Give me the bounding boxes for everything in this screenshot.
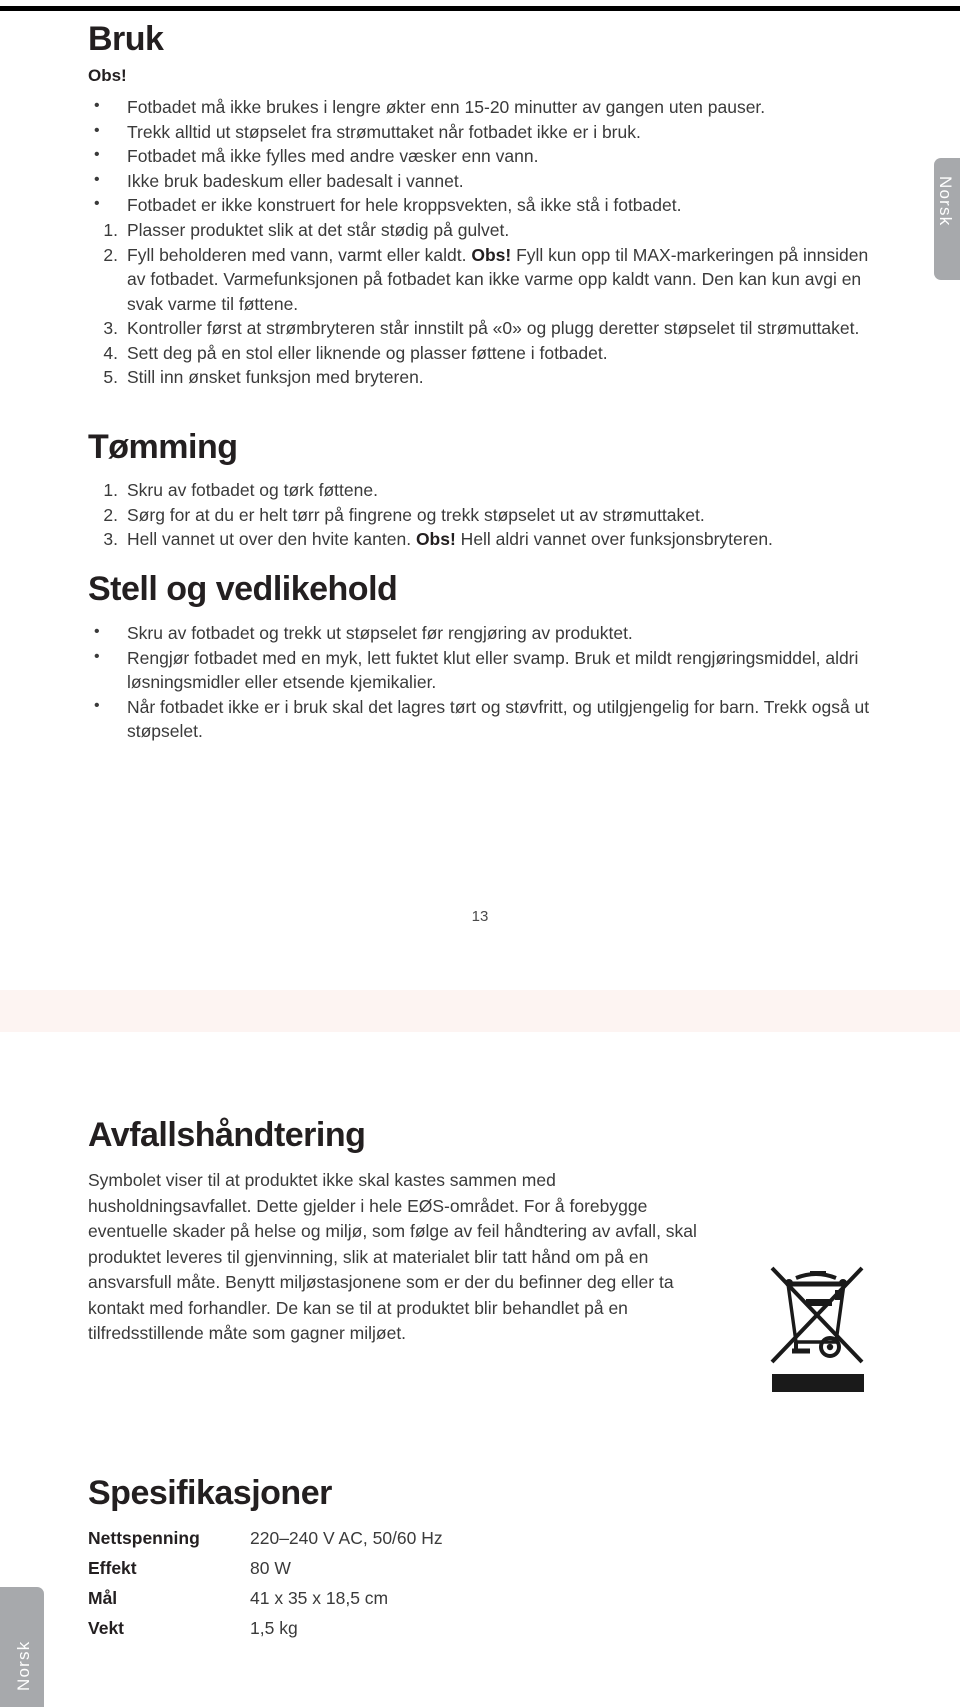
list-item: • Fotbadet er ikke konstruert for hele kroppsvekten, så ikke stå i fotbadet.: [88, 193, 878, 218]
stell-heading: Stell og vedlikehold: [88, 570, 398, 608]
spec-key: Effekt: [88, 1558, 137, 1578]
table-row: [88, 1618, 443, 1648]
top-black-rule: [0, 6, 960, 11]
bruk-bullet-list-wrap: [88, 95, 878, 218]
spesifikasjoner-table-wrap: [88, 1528, 878, 1648]
spec-key: Mål: [88, 1588, 118, 1608]
list-item: 3. Hell vannet ut over den hvite kanten. Obs! Hell aldri vannet over funksjonsbryteren.: [88, 527, 878, 552]
language-tab-right-label: Norsk: [936, 176, 955, 227]
list-item-number: 2.: [103, 244, 118, 265]
list-item: • Når fotbadet ikke er i bruk skal det lagres tørt og støvfritt, og utilgjengelig for barn. Trekk også ut støpselet.: [88, 695, 878, 744]
obs-emphasis: Obs!: [415, 529, 456, 549]
spesifikasjoner-section: [88, 1476, 878, 1512]
table-row: [88, 1558, 443, 1588]
spec-key: Nettspenning: [88, 1528, 200, 1548]
table-row: [88, 1528, 443, 1558]
spec-value: 41 x 35 x 18,5 cm: [250, 1588, 389, 1608]
page-separator-band: [0, 990, 960, 1032]
spec-key: Vekt: [88, 1618, 124, 1638]
table-row: [88, 1588, 443, 1618]
list-item-number: 5.: [103, 367, 118, 387]
list-item-number: 3.: [103, 529, 118, 549]
spesifikasjoner-table: [88, 1528, 443, 1648]
list-item: • Fotbadet må ikke brukes i lengre økter enn 15-20 minutter av gangen uten pauser.: [88, 95, 878, 120]
list-item: • Rengjør fotbadet med en myk, lett fuktet klut eller svamp. Bruk et mildt rengjøringsmiddel, aldri løsningsmidler eller etsende kjemikalier.: [88, 646, 878, 695]
language-tab-left-label: Norsk: [14, 1640, 33, 1691]
list-item: 1. Plasser produktet slik at det står stødig på gulvet.: [88, 218, 878, 243]
bruk-obs-label: Obs!: [88, 66, 127, 85]
list-item: 1. Skru av fotbadet og tørk føttene.: [88, 478, 878, 503]
avfall-heading: Avfallshåndtering: [88, 1116, 366, 1154]
list-item: • Skru av fotbadet og trekk ut støpselet før rengjøring av produktet.: [88, 621, 878, 646]
spesifikasjoner-heading: Spesifikasjoner: [88, 1474, 332, 1512]
list-item-number: 3.: [103, 318, 118, 338]
bruk-step-list: [88, 218, 878, 390]
stell-bullet-list-wrap: [88, 621, 878, 744]
tomming-step-list-wrap: [88, 478, 878, 552]
bruk-step-list-wrap: [88, 218, 878, 390]
list-item: • Fotbadet må ikke fylles med andre væsker enn vann.: [88, 144, 878, 169]
crossed-out-wheelie-bin-icon: [766, 1246, 876, 1396]
list-item-number: 1.: [103, 220, 118, 240]
stell-bullet-list: [88, 621, 878, 744]
list-item: 5. Still inn ønsket funksjon med bryteren.: [88, 365, 878, 390]
list-item: 2. Sørg for at du er helt tørr på fingrene og trekk støpselet ut av strømuttaket.: [88, 503, 878, 528]
list-item-number: 1.: [103, 480, 118, 500]
tomming-step-list: [88, 478, 878, 552]
page-number: 13: [471, 908, 489, 925]
stell-section: [88, 572, 878, 608]
obs-emphasis: Obs!: [471, 244, 512, 265]
spec-value: 220–240 V AC, 50/60 Hz: [250, 1528, 443, 1548]
list-item: • Ikke bruk badeskum eller badesalt i vannet.: [88, 169, 878, 194]
list-item: • Trekk alltid ut støpselet fra strømuttaket når fotbadet ikke er i bruk.: [88, 120, 878, 145]
tomming-heading: Tømming: [88, 428, 238, 466]
spec-value: 80 W: [250, 1558, 291, 1578]
language-tab-right: [934, 158, 960, 280]
list-item-number: 4.: [103, 342, 118, 363]
list-item: 4. Sett deg på en stol eller liknende og plasser føttene i fotbadet.: [88, 341, 878, 366]
avfall-paragraph-wrap: [88, 1168, 703, 1347]
spec-value: 1,5 kg: [250, 1618, 298, 1638]
bruk-section: [88, 22, 878, 58]
list-item-number: 2.: [103, 504, 118, 525]
bruk-bullet-list: [88, 95, 878, 218]
bruk-heading: Bruk: [88, 20, 164, 58]
bruk-obs-label-wrap: [88, 66, 878, 86]
avfall-section: [88, 1118, 878, 1154]
list-item: 3. Kontroller først at strømbryteren står innstilt på «0» og plugg deretter støpselet til strømuttaket.: [88, 316, 878, 341]
language-tab-left: [0, 1587, 44, 1707]
list-item: 2. Fyll beholderen med vann, varmt eller kaldt. Obs! Fyll kun opp til MAX-markeringen på innsiden av fotbadet. Varmefunksjonen på fotbadet kan ikke varme opp kaldt vann. Den kan kun avgi en svak varme til føttene.: [88, 243, 878, 317]
tomming-section: [88, 430, 878, 466]
avfall-paragraph: Symbolet viser til at produktet ikke skal kastes sammen med husholdningsavfallet. Dette gjelder i hele EØS-området. For å forebygge eventuelle skader på helse og miljø, som følge av feil håndtering av avfall, skal produktet leveres til gjenvinning, slik at materialet blir tatt hånd om på en ansvarsfull måte. Benytt miljøstasjonene som er der du befinner deg eller ta kontakt med forhandler. De kan se til at produktet blir behandlet på en tilfredsstillende måte som gagner miljøet.: [88, 1170, 697, 1343]
